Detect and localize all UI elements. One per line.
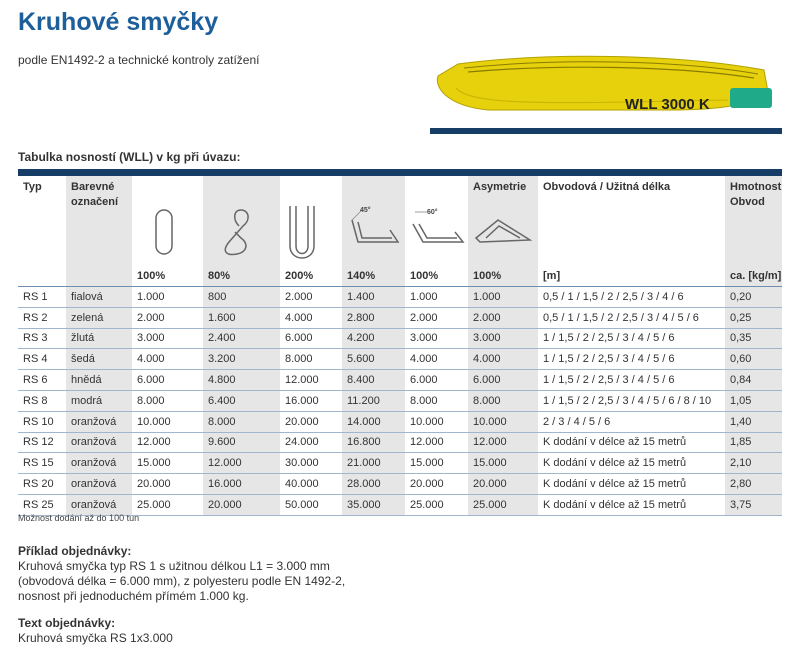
table-cell: zelená <box>66 307 132 328</box>
table-cell: RS 12 <box>18 432 66 453</box>
table-cell: fialová <box>66 287 132 308</box>
angle-60-label: 60° <box>427 209 438 216</box>
basket-45-icon <box>346 206 406 262</box>
table-cell: 0,5 / 1 / 1,5 / 2 / 2,5 / 3 / 4 / 6 <box>538 287 725 308</box>
table-cell: oranžová <box>66 494 132 515</box>
table-cell: 16.000 <box>203 474 280 495</box>
header-load-straight <box>132 176 203 287</box>
table-cell: 12.000 <box>203 453 280 474</box>
order-text-line: Kruhová smyčka RS 1x3.000 <box>18 631 173 645</box>
unit-length: [m] <box>543 270 561 282</box>
header-hmotnost <box>725 176 782 287</box>
table-cell: 11.200 <box>342 390 405 411</box>
table-cell: 12.000 <box>468 432 538 453</box>
pct-basket: 200% <box>285 270 314 282</box>
table-cell: 14.000 <box>342 411 405 432</box>
table-cell: 2 / 3 / 4 / 5 / 6 <box>538 411 725 432</box>
table-cell: žlutá <box>66 328 132 349</box>
table-cell: 8.000 <box>132 390 203 411</box>
table-cell: 40.000 <box>280 474 342 495</box>
table-cell: 1 / 1,5 / 2 / 2,5 / 3 / 4 / 5 / 6 <box>538 328 725 349</box>
table-cell: K dodání v délce až 15 metrů <box>538 432 725 453</box>
table-cell: 20.000 <box>280 411 342 432</box>
table-cell: 8.000 <box>203 411 280 432</box>
table-cell: 4.200 <box>342 328 405 349</box>
table-row <box>18 370 782 391</box>
table-cell: 10.000 <box>132 411 203 432</box>
capacity-table <box>18 169 782 516</box>
header-load-basket <box>280 176 342 287</box>
table-cell: 4.000 <box>280 307 342 328</box>
header-obvodova-delka <box>538 176 725 287</box>
pct-straight: 100% <box>137 270 166 282</box>
table-cell: 12.000 <box>280 370 342 391</box>
order-example-line-2: (obvodová délka = 6.000 mm), z polyesteru podle EN 1492-2, <box>18 574 346 588</box>
table-cell: 4.000 <box>468 349 538 370</box>
table-cell: 3.000 <box>405 328 468 349</box>
table-cell: 4.800 <box>203 370 280 391</box>
table-cell: 2.000 <box>405 307 468 328</box>
table-cell: 15.000 <box>405 453 468 474</box>
table-cell: 28.000 <box>342 474 405 495</box>
table-cell: 6.000 <box>280 328 342 349</box>
table-cell: K dodání v délce až 15 metrů <box>538 453 725 474</box>
table-cell: modrá <box>66 390 132 411</box>
order-text-heading: Text objednávky: <box>18 616 116 630</box>
table-cell: 6.000 <box>468 370 538 391</box>
order-example-line-1: Kruhová smyčka typ RS 1 s užitnou délkou L1 = 3.000 mm <box>18 559 330 573</box>
table-cell: 2,80 <box>725 474 782 495</box>
table-cell: 9.600 <box>203 432 280 453</box>
table-cell: 0,35 <box>725 328 782 349</box>
table-cell: K dodání v délce až 15 metrů <box>538 474 725 495</box>
header-obvodova-label: Obvodová / Užitná délka <box>543 181 671 193</box>
table-cell: 0,5 / 1 / 1,5 / 2 / 2,5 / 3 / 4 / 5 / 6 <box>538 307 725 328</box>
order-example-line-3: nosnost při jednoduchém přímém 1.000 kg. <box>18 589 249 603</box>
header-load-basket-45 <box>342 176 405 287</box>
table-cell: RS 1 <box>18 287 66 308</box>
table-cell: 5.600 <box>342 349 405 370</box>
table-cell: 0,20 <box>725 287 782 308</box>
table-cell: 8.000 <box>280 349 342 370</box>
angle-45-label: 45° <box>360 207 371 214</box>
basket-60-icon <box>409 206 469 262</box>
table-cell: 35.000 <box>342 494 405 515</box>
table-cell: 25.000 <box>132 494 203 515</box>
header-barevne-label: Barevné označení <box>71 181 119 208</box>
table-cell: oranžová <box>66 453 132 474</box>
table-cell: 1,85 <box>725 432 782 453</box>
table-cell: 1,40 <box>725 411 782 432</box>
header-load-basket-60 <box>405 176 468 287</box>
pct-asymetrie: 100% <box>473 270 502 282</box>
table-cell: 12.000 <box>132 432 203 453</box>
unit-weight: ca. [kg/m] <box>730 270 782 282</box>
table-cell: 8.400 <box>342 370 405 391</box>
table-cell: 4.000 <box>132 349 203 370</box>
table-cell: 1.400 <box>342 287 405 308</box>
table-cell: 24.000 <box>280 432 342 453</box>
page-subtitle: podle EN1492-2 a technické kontroly zatížení <box>18 53 260 67</box>
table-cell: 2.400 <box>203 328 280 349</box>
table-cell: K dodání v délce až 15 metrů <box>538 494 725 515</box>
table-cell: 15.000 <box>132 453 203 474</box>
header-barevne-oznaceni <box>66 176 132 287</box>
header-asymetrie <box>468 176 538 287</box>
table-cell: 1.000 <box>132 287 203 308</box>
sling-label-text: WLL 3000 K <box>625 96 710 113</box>
table-row <box>18 390 782 411</box>
table-cell: 20.000 <box>203 494 280 515</box>
table-cell: RS 10 <box>18 411 66 432</box>
header-typ: Typ <box>18 176 66 287</box>
table-row <box>18 432 782 453</box>
basket-lift-icon <box>284 206 344 262</box>
table-cell: 12.000 <box>405 432 468 453</box>
table-cell: RS 20 <box>18 474 66 495</box>
table-cell: 2.800 <box>342 307 405 328</box>
table-cell: 1.600 <box>203 307 280 328</box>
table-row <box>18 411 782 432</box>
table-cell: 50.000 <box>280 494 342 515</box>
table-cell: 3,75 <box>725 494 782 515</box>
header-asymetrie-label: Asymetrie <box>473 181 527 193</box>
table-cell: 8.000 <box>405 390 468 411</box>
table-cell: 1 / 1,5 / 2 / 2,5 / 3 / 4 / 5 / 6 / 8 / 10 <box>538 390 725 411</box>
table-cell: 1 / 1,5 / 2 / 2,5 / 3 / 4 / 5 / 6 <box>538 370 725 391</box>
table-cell: RS 2 <box>18 307 66 328</box>
table-cell: RS 3 <box>18 328 66 349</box>
table-cell: 2.000 <box>280 287 342 308</box>
table-cell: 2.000 <box>132 307 203 328</box>
table-cell: 15.000 <box>468 453 538 474</box>
table-row <box>18 349 782 370</box>
straight-lift-icon <box>136 206 196 256</box>
table-cell: 6.000 <box>132 370 203 391</box>
table-cell: RS 25 <box>18 494 66 515</box>
table-cell: 10.000 <box>405 411 468 432</box>
table-cell: 1.000 <box>468 287 538 308</box>
table-cell: 10.000 <box>468 411 538 432</box>
table-cell: šedá <box>66 349 132 370</box>
table-cell: 25.000 <box>468 494 538 515</box>
table-cell: RS 8 <box>18 390 66 411</box>
table-cell: 2.000 <box>468 307 538 328</box>
table-cell: 6.400 <box>203 390 280 411</box>
table-cell: 800 <box>203 287 280 308</box>
table-title: Tabulka nosností (WLL) v kg při úvazu: <box>18 150 241 164</box>
table-cell: 1,05 <box>725 390 782 411</box>
table-cell: 1 / 1,5 / 2 / 2,5 / 3 / 4 / 5 / 6 <box>538 349 725 370</box>
table-cell: oranžová <box>66 432 132 453</box>
table-cell: 20.000 <box>405 474 468 495</box>
table-cell: 20.000 <box>132 474 203 495</box>
table-cell: 6.000 <box>405 370 468 391</box>
header-load-choke <box>203 176 280 287</box>
table-cell: oranžová <box>66 474 132 495</box>
table-cell: 1.000 <box>405 287 468 308</box>
table-cell: RS 15 <box>18 453 66 474</box>
pct-basket-60: 100% <box>410 270 439 282</box>
table-cell: oranžová <box>66 411 132 432</box>
header-hmotnost-label: Hmotnost Obvod <box>730 181 782 208</box>
table-cell: 16.000 <box>280 390 342 411</box>
table-cell: 0,25 <box>725 307 782 328</box>
table-cell: 4.000 <box>405 349 468 370</box>
pct-choke: 80% <box>208 270 231 282</box>
table-row <box>18 474 782 495</box>
order-example-heading: Příklad objednávky: <box>18 544 132 558</box>
table-cell: 3.200 <box>203 349 280 370</box>
table-cell: 3.000 <box>468 328 538 349</box>
table-row <box>18 453 782 474</box>
table-cell: 2,10 <box>725 453 782 474</box>
table-cell: 0,60 <box>725 349 782 370</box>
table-row <box>18 307 782 328</box>
asymmetric-icon <box>472 206 532 262</box>
table-cell: 8.000 <box>468 390 538 411</box>
footnote: Možnost dodání až do 100 tun <box>18 513 140 523</box>
table-cell: 21.000 <box>342 453 405 474</box>
table-cell: RS 6 <box>18 370 66 391</box>
table-cell: hnědá <box>66 370 132 391</box>
table-row <box>18 328 782 349</box>
choke-lift-icon <box>207 206 267 256</box>
pct-basket-45: 140% <box>347 270 376 282</box>
table-cell: 30.000 <box>280 453 342 474</box>
table-cell: RS 4 <box>18 349 66 370</box>
table-cell: 3.000 <box>132 328 203 349</box>
table-cell: 16.800 <box>342 432 405 453</box>
product-photo <box>428 48 784 136</box>
table-cell: 20.000 <box>468 474 538 495</box>
table-body <box>18 287 782 516</box>
table-cell: 25.000 <box>405 494 468 515</box>
page-title: Kruhové smyčky <box>18 8 219 36</box>
table-row <box>18 287 782 308</box>
table-cell: 0,84 <box>725 370 782 391</box>
